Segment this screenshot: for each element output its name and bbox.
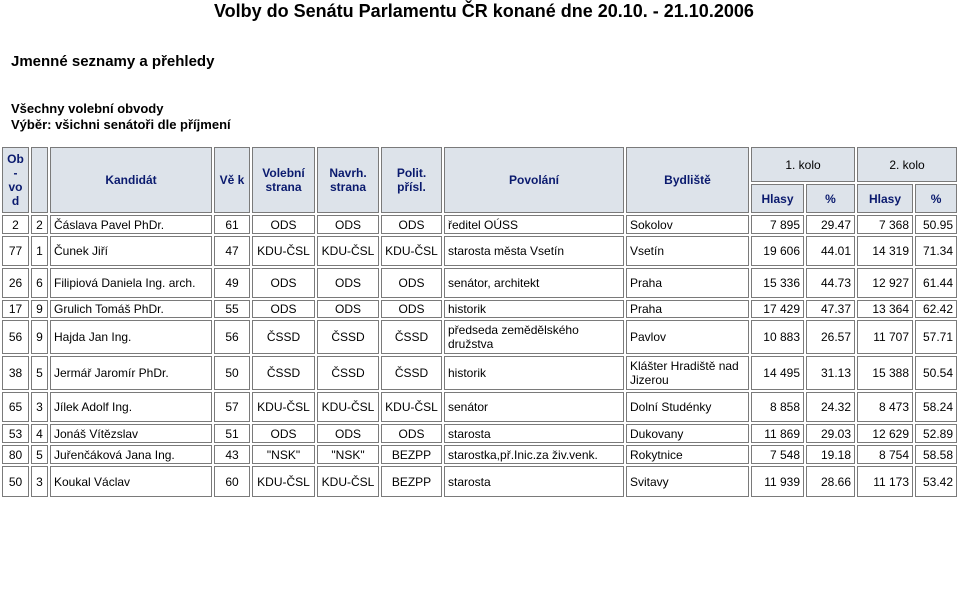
table-row [2, 356, 957, 390]
cell-polit-prisl: KDU-ČSL [381, 392, 442, 422]
cell-pct2: 57.71 [915, 320, 957, 354]
cell-kandidat: Jermář Jaromír PhDr. [50, 356, 212, 390]
table-row [2, 466, 957, 497]
cell-volebni-strana: ODS [252, 424, 315, 443]
cell-hlasy1: 15 336 [751, 268, 804, 298]
cell-navrh-strana: "NSK" [317, 445, 379, 464]
cell-pct1: 44.73 [806, 268, 855, 298]
cell-obvod: 2 [2, 215, 29, 234]
cell-navrh-strana: ODS [317, 215, 379, 234]
header-povolani: Povolání [444, 147, 624, 213]
cell-poradi: 9 [31, 320, 48, 354]
cell-hlasy2: 14 319 [857, 236, 913, 266]
cell-hlasy2: 13 364 [857, 300, 913, 318]
cell-volebni-strana: KDU-ČSL [252, 236, 315, 266]
table-row [2, 268, 957, 298]
cell-povolani: ředitel OÚSS [444, 215, 624, 234]
cell-kandidat: Čunek Jiří [50, 236, 212, 266]
cell-povolani: starostka,př.Inic.za živ.venk. [444, 445, 624, 464]
cell-hlasy1: 19 606 [751, 236, 804, 266]
cell-hlasy1: 14 495 [751, 356, 804, 390]
cell-povolani: starosta města Vsetín [444, 236, 624, 266]
page-title: Volby do Senátu Parlamentu ČR konané dne 20.10. - 21.10.2006 [214, 1, 754, 21]
page-subtitle: Jmenné seznamy a přehledy [11, 53, 215, 70]
cell-bydliste: Sokolov [626, 215, 749, 234]
cell-vek: 49 [214, 268, 250, 298]
table-row [2, 300, 957, 318]
cell-vek: 56 [214, 320, 250, 354]
cell-obvod: 53 [2, 424, 29, 443]
cell-volebni-strana: ČSSD [252, 356, 315, 390]
cell-kandidat: Hajda Jan Ing. [50, 320, 212, 354]
cell-polit-prisl: BEZPP [381, 445, 442, 464]
cell-hlasy2: 12 629 [857, 424, 913, 443]
header-kolo1: 1. kolo [751, 147, 855, 182]
cell-bydliste: Vsetín [626, 236, 749, 266]
cell-navrh-strana: ČSSD [317, 320, 379, 354]
cell-povolani: historik [444, 356, 624, 390]
cell-obvod: 38 [2, 356, 29, 390]
cell-obvod: 56 [2, 320, 29, 354]
cell-povolani: starosta [444, 466, 624, 497]
cell-hlasy1: 17 429 [751, 300, 804, 318]
cell-pct1: 29.03 [806, 424, 855, 443]
cell-bydliste: Dolní Studénky [626, 392, 749, 422]
header-pct2: % [915, 184, 957, 213]
cell-pct2: 50.95 [915, 215, 957, 234]
cell-vek: 47 [214, 236, 250, 266]
header-polit-prisl: Polit. přísl. [381, 147, 442, 213]
header-volebni-strana: Volební strana [252, 147, 315, 213]
cell-pct2: 53.42 [915, 466, 957, 497]
cell-vek: 50 [214, 356, 250, 390]
cell-bydliste: Rokytnice [626, 445, 749, 464]
header-obvod: Ob - vo d [2, 147, 29, 213]
header-hlasy2: Hlasy [857, 184, 913, 213]
table-row [2, 445, 957, 464]
cell-vek: 61 [214, 215, 250, 234]
header-pct1: % [806, 184, 855, 213]
cell-navrh-strana: KDU-ČSL [317, 466, 379, 497]
cell-poradi: 3 [31, 392, 48, 422]
cell-polit-prisl: BEZPP [381, 466, 442, 497]
header-kolo2: 2. kolo [857, 147, 957, 182]
cell-poradi: 5 [31, 356, 48, 390]
cell-hlasy1: 11 939 [751, 466, 804, 497]
cell-hlasy1: 8 858 [751, 392, 804, 422]
header-poradi [31, 147, 48, 213]
cell-pct2: 61.44 [915, 268, 957, 298]
cell-polit-prisl: ODS [381, 300, 442, 318]
cell-pct2: 62.42 [915, 300, 957, 318]
cell-bydliste: Pavlov [626, 320, 749, 354]
cell-hlasy2: 11 707 [857, 320, 913, 354]
cell-bydliste: Praha [626, 300, 749, 318]
cell-hlasy2: 15 388 [857, 356, 913, 390]
cell-navrh-strana: KDU-ČSL [317, 236, 379, 266]
cell-povolani: senátor [444, 392, 624, 422]
header-kandidat: Kandidát [50, 147, 212, 213]
table-row [2, 215, 957, 234]
header-vek: Vě k [214, 147, 250, 213]
cell-hlasy1: 11 869 [751, 424, 804, 443]
cell-kandidat: Grulich Tomáš PhDr. [50, 300, 212, 318]
cell-bydliste: Praha [626, 268, 749, 298]
table-row [2, 236, 957, 266]
cell-pct1: 47.37 [806, 300, 855, 318]
cell-kandidat: Jonáš Vítězslav [50, 424, 212, 443]
cell-obvod: 65 [2, 392, 29, 422]
cell-pct2: 58.24 [915, 392, 957, 422]
cell-poradi: 9 [31, 300, 48, 318]
cell-polit-prisl: KDU-ČSL [381, 236, 442, 266]
cell-hlasy2: 8 473 [857, 392, 913, 422]
cell-hlasy1: 10 883 [751, 320, 804, 354]
cell-hlasy1: 7 895 [751, 215, 804, 234]
cell-pct1: 31.13 [806, 356, 855, 390]
cell-pct1: 29.47 [806, 215, 855, 234]
cell-obvod: 80 [2, 445, 29, 464]
cell-kandidat: Koukal Václav [50, 466, 212, 497]
cell-pct2: 71.34 [915, 236, 957, 266]
cell-navrh-strana: KDU-ČSL [317, 392, 379, 422]
cell-volebni-strana: ODS [252, 215, 315, 234]
cell-polit-prisl: ČSSD [381, 320, 442, 354]
cell-poradi: 1 [31, 236, 48, 266]
cell-hlasy2: 7 368 [857, 215, 913, 234]
cell-hlasy2: 11 173 [857, 466, 913, 497]
cell-pct2: 50.54 [915, 356, 957, 390]
filter-description: Všechny volební obvody [11, 101, 164, 116]
header-bydliste: Bydliště [626, 147, 749, 213]
cell-bydliste: Svitavy [626, 466, 749, 497]
cell-navrh-strana: ODS [317, 300, 379, 318]
cell-hlasy2: 8 754 [857, 445, 913, 464]
cell-volebni-strana: KDU-ČSL [252, 466, 315, 497]
cell-kandidat: Jílek Adolf Ing. [50, 392, 212, 422]
cell-kandidat: Čáslava Pavel PhDr. [50, 215, 212, 234]
cell-povolani: senátor, architekt [444, 268, 624, 298]
cell-navrh-strana: ODS [317, 268, 379, 298]
cell-pct1: 28.66 [806, 466, 855, 497]
cell-pct1: 24.32 [806, 392, 855, 422]
cell-kandidat: Juřenčáková Jana Ing. [50, 445, 212, 464]
cell-poradi: 4 [31, 424, 48, 443]
cell-volebni-strana: "NSK" [252, 445, 315, 464]
cell-obvod: 17 [2, 300, 29, 318]
cell-vek: 51 [214, 424, 250, 443]
cell-vek: 57 [214, 392, 250, 422]
cell-volebni-strana: ODS [252, 268, 315, 298]
cell-polit-prisl: ČSSD [381, 356, 442, 390]
header-navrh-strana: Navrh. strana [317, 147, 379, 213]
cell-bydliste: Klášter Hradiště nad Jizerou [626, 356, 749, 390]
cell-polit-prisl: ODS [381, 424, 442, 443]
cell-polit-prisl: ODS [381, 215, 442, 234]
selection-description: Výběr: všichni senátoři dle příjmení [11, 117, 231, 132]
cell-poradi: 2 [31, 215, 48, 234]
cell-hlasy2: 12 927 [857, 268, 913, 298]
cell-polit-prisl: ODS [381, 268, 442, 298]
cell-obvod: 26 [2, 268, 29, 298]
cell-povolani: starosta [444, 424, 624, 443]
results-table [0, 145, 959, 499]
cell-kandidat: Filipiová Daniela Ing. arch. [50, 268, 212, 298]
cell-poradi: 3 [31, 466, 48, 497]
cell-vek: 60 [214, 466, 250, 497]
cell-hlasy1: 7 548 [751, 445, 804, 464]
cell-vek: 43 [214, 445, 250, 464]
header-hlasy1: Hlasy [751, 184, 804, 213]
cell-volebni-strana: ČSSD [252, 320, 315, 354]
cell-volebni-strana: KDU-ČSL [252, 392, 315, 422]
cell-vek: 55 [214, 300, 250, 318]
table-row [2, 424, 957, 443]
cell-pct1: 44.01 [806, 236, 855, 266]
cell-pct2: 52.89 [915, 424, 957, 443]
cell-bydliste: Dukovany [626, 424, 749, 443]
cell-obvod: 77 [2, 236, 29, 266]
cell-obvod: 50 [2, 466, 29, 497]
cell-poradi: 5 [31, 445, 48, 464]
cell-pct2: 58.58 [915, 445, 957, 464]
table-row [2, 320, 957, 354]
cell-volebni-strana: ODS [252, 300, 315, 318]
cell-pct1: 26.57 [806, 320, 855, 354]
cell-navrh-strana: ČSSD [317, 356, 379, 390]
cell-povolani: předseda zemědělského družstva [444, 320, 624, 354]
cell-pct1: 19.18 [806, 445, 855, 464]
cell-navrh-strana: ODS [317, 424, 379, 443]
table-row [2, 392, 957, 422]
cell-povolani: historik [444, 300, 624, 318]
cell-poradi: 6 [31, 268, 48, 298]
